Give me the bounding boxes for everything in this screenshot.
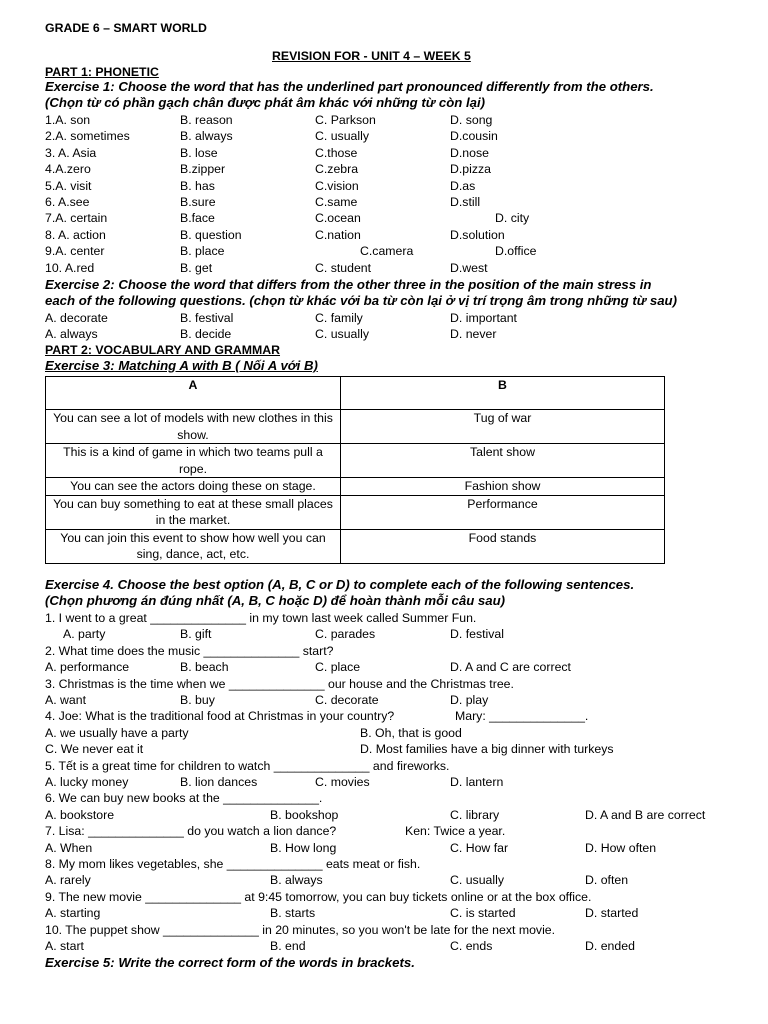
column-b-header: B — [341, 377, 665, 410]
ex1-option: 7.A. certain — [45, 211, 108, 226]
question-text: 5. Tết is a great time for children to watch ______________ and fireworks. — [45, 758, 450, 773]
matching-cell-b: Food stands — [341, 529, 665, 563]
option: C. usually — [450, 873, 504, 888]
option: B. Oh, that is good — [360, 725, 462, 740]
ex1-option: C. Parkson — [315, 113, 376, 127]
ex1-option: C. student — [315, 260, 372, 275]
ex1-option: B. reason — [180, 113, 233, 127]
ex1-option: B. get — [180, 260, 213, 275]
ex2-instruction: Exercise 2: Choose the word that differs from the other three in the position of the main stress in — [45, 277, 652, 292]
option: B. always — [270, 873, 323, 888]
option: C. decorate — [315, 693, 379, 707]
ex2-option: A. always — [45, 327, 98, 342]
ex2-option: A. decorate — [45, 311, 108, 325]
part2-title: PART 2: VOCABULARY AND GRAMMAR — [45, 343, 281, 357]
ex2-option: B. festival — [180, 311, 234, 325]
ex1-option: B.face — [180, 211, 215, 226]
option: B. buy — [180, 693, 215, 707]
option: C. place — [315, 660, 361, 675]
ex1-option: D. song — [450, 113, 493, 127]
option: C. is started — [450, 906, 516, 921]
question-text: 9. The new movie ______________ at 9:45 tomorrow, you can buy tickets online or at the box office. — [45, 889, 592, 904]
part1-title: PART 1: PHONETIC — [45, 65, 159, 79]
option: A. bookstore — [45, 807, 115, 822]
option: D. play — [450, 693, 489, 707]
ex1-option: 4.A.zero — [45, 162, 91, 177]
ex1-option: B.zipper — [180, 162, 226, 177]
page-title: REVISION FOR - UNIT 4 – WEEK 5 — [272, 49, 471, 63]
option: C. parades — [315, 627, 376, 642]
ex2-option: C. family — [315, 311, 363, 325]
question-text-answer: Ken: Twice a year. — [405, 824, 506, 839]
ex1-option: D.nose — [450, 145, 489, 160]
ex1-option: C.ocean — [315, 211, 361, 226]
option: A. starting — [45, 906, 101, 921]
matching-cell-a: You can buy something to eat at these small places in the market. — [46, 495, 341, 529]
ex1-option: 8. A. action — [45, 227, 106, 242]
matching-cell-b: Talent show — [341, 444, 665, 478]
ex1-option: D.cousin — [450, 129, 498, 144]
ex1-option: D.still — [450, 195, 481, 209]
option: A. When — [45, 840, 93, 855]
option: D. started — [585, 906, 639, 921]
ex1-option: B. lose — [180, 145, 218, 160]
ex1-translation: (Chọn từ có phần gạch chân được phát âm khác với những từ còn lại) — [45, 95, 486, 110]
grade-label: GRADE 6 – SMART WORLD — [45, 21, 207, 35]
ex2-instruction-2: each of the following questions. (chọn từ khác với ba từ còn lại ở vị trí trọng âm trong những từ sau) — [45, 293, 677, 308]
matching-row — [46, 410, 665, 444]
option: D. lantern — [450, 775, 504, 789]
question-text: 4. Joe: What is the traditional food at Christmas in your country? — [45, 709, 395, 724]
matching-cell-b: Performance — [341, 495, 665, 529]
matching-row — [46, 444, 665, 478]
column-a-header: A — [46, 377, 341, 410]
ex1-option: 10. A.red — [45, 260, 95, 275]
ex1-option: D.pizza — [450, 162, 492, 177]
ex1-option: D.west — [450, 260, 488, 275]
option: B. gift — [180, 627, 212, 642]
question-text: 10. The puppet show ______________ in 20 minutes, so you won't be late for the next movie. — [45, 922, 556, 937]
matching-cell-a: You can join this event to show how well you can sing, dance, act, etc. — [46, 529, 341, 563]
ex4-instruction: Exercise 4. Choose the best option (A, B, C or D) to complete each of the following sentences. — [45, 577, 635, 592]
option: C. movies — [315, 775, 370, 789]
ex1-option: B. question — [180, 227, 242, 242]
question-text: 1. I went to a great ______________ in my town last week called Summer Fun. — [45, 611, 477, 625]
ex1-option: C.zebra — [315, 162, 359, 177]
question-text: 6. We can buy new books at the ______________. — [45, 791, 323, 806]
ex1-option: 2.A. sometimes — [45, 129, 130, 144]
ex1-option: 3. A. Asia — [45, 145, 97, 160]
option: C. ends — [450, 939, 493, 953]
option: D. ended — [585, 939, 635, 953]
question-text: 8. My mom likes vegetables, she ______________ eats meat or fish. — [45, 857, 421, 871]
option: B. bookshop — [270, 807, 339, 822]
ex1-option: C. usually — [315, 129, 369, 144]
option: D. festival — [450, 627, 504, 642]
matching-cell-a: This is a kind of game in which two teams pull a rope. — [46, 444, 341, 478]
ex2-option: D. never — [450, 327, 497, 342]
ex1-option: B. has — [180, 178, 215, 193]
matching-row — [46, 495, 665, 529]
ex3-instruction: Exercise 3: Matching A with B ( Nối A với B) — [45, 358, 318, 373]
ex1-option: 9.A. center — [45, 244, 105, 259]
option: D. often — [585, 873, 629, 888]
option: D. A and C are correct — [450, 660, 571, 675]
option: A. rarely — [45, 873, 91, 888]
matching-row — [46, 529, 665, 563]
option: C. How far — [450, 840, 509, 855]
option: B. end — [270, 939, 306, 953]
ex1-option: 6. A.see — [45, 195, 90, 209]
ex1-option: C.camera — [360, 244, 414, 259]
matching-cell-b: Tug of war — [341, 410, 665, 444]
ex1-option: C.same — [315, 195, 358, 209]
matching-cell-a: You can see the actors doing these on stage. — [46, 478, 341, 496]
ex1-option: B. place — [180, 244, 225, 259]
question-text: 7. Lisa: ______________ do you watch a lion dance? — [45, 824, 337, 839]
ex1-option: B.sure — [180, 195, 216, 209]
ex2-option: D. important — [450, 311, 517, 325]
question-text: 3. Christmas is the time when we ______________ our house and the Christmas tree. — [45, 676, 514, 691]
matching-cell-b: Fashion show — [341, 478, 665, 496]
matching-table — [45, 376, 665, 564]
option: B. beach — [180, 660, 229, 675]
ex1-option: D. city — [495, 211, 530, 226]
option: A. performance — [45, 660, 130, 675]
option: A. lucky money — [45, 775, 129, 789]
ex5-instruction: Exercise 5: Write the correct form of the words in brackets. — [45, 955, 415, 970]
option: A. want — [45, 693, 87, 707]
question-text: 2. What time does the music ______________ start? — [45, 643, 334, 658]
ex2-option: B. decide — [180, 327, 232, 342]
ex1-instruction: Exercise 1: Choose the word that has the underlined part pronounced differently from the others. — [45, 79, 654, 94]
ex1-option: D.solution — [450, 227, 505, 242]
ex1-option: 1.A. son — [45, 113, 91, 127]
ex1-option: C.those — [315, 145, 358, 160]
option: A. party — [63, 627, 106, 642]
ex1-option: 5.A. visit — [45, 178, 92, 193]
question-text-answer: Mary: ______________. — [455, 709, 589, 724]
option: D. Most families have a big dinner with turkeys — [360, 742, 614, 757]
ex1-option: D.as — [450, 178, 476, 193]
option: B. starts — [270, 906, 316, 921]
option: D. A and B are correct — [585, 807, 706, 822]
ex1-option: C.nation — [315, 227, 361, 242]
ex1-option: D.office — [495, 244, 537, 259]
option: C. We never eat it — [45, 742, 144, 757]
option: B. lion dances — [180, 775, 258, 789]
ex1-option: C.vision — [315, 178, 359, 193]
option: B. How long — [270, 840, 337, 855]
option: A. start — [45, 939, 84, 953]
option: A. we usually have a party — [45, 725, 189, 740]
matching-row — [46, 478, 665, 496]
matching-cell-a: You can see a lot of models with new clothes in this show. — [46, 410, 341, 444]
option: C. library — [450, 807, 500, 822]
ex2-option: C. usually — [315, 327, 369, 342]
ex1-option: B. always — [180, 129, 233, 144]
ex4-translation: (Chọn phương án đúng nhất (A, B, C hoặc D) để hoàn thành mỗi câu sau) — [45, 593, 506, 608]
option: D. How often — [585, 840, 657, 855]
